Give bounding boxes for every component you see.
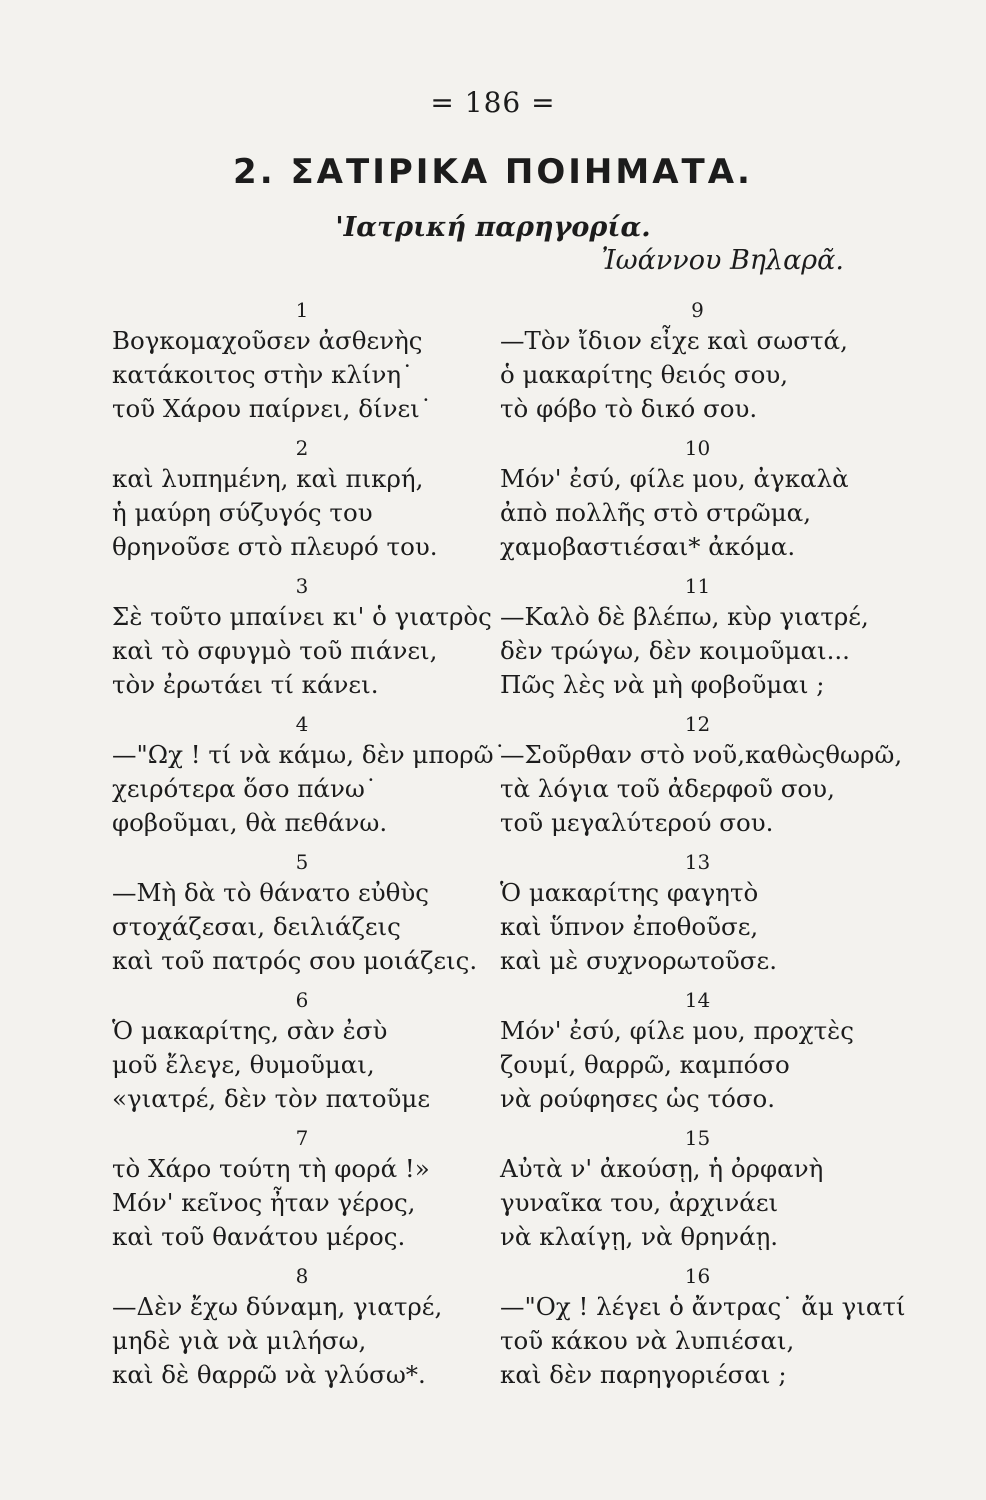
stanza-number: 16: [684, 1264, 711, 1288]
verse-line: «γιατρέ, δὲν τὸν πατοῦμε: [112, 1084, 431, 1113]
verse-line: γυναῖκα του, ἀρχινάει: [500, 1188, 779, 1217]
stanza-number: 5: [295, 850, 309, 874]
stanza-number: 7: [295, 1126, 309, 1150]
verse-line: καὶ λυπημένη, καὶ πικρή,: [112, 464, 424, 493]
verse-line: καὶ μὲ συχνορωτοῦσε.: [500, 946, 778, 975]
stanza: [500, 986, 895, 1116]
verse-line: καὶ ὕπνον ἐποθοῦσε,: [500, 912, 759, 941]
verse-line: Ὁ μακαρίτης, σὰν ἐσὺ: [112, 1016, 388, 1045]
verse-line: τοῦ Χάρου παίρνει, δίνει˙: [112, 394, 433, 423]
verse-line: —Καλὸ δὲ βλέπω, κὺρ γιατρέ,: [500, 602, 869, 631]
verse-line: νὰ ρούφησες ὡς τόσο.: [500, 1084, 776, 1113]
verse-line: ἀπὸ πολλῆς στὸ στρῶμα,: [500, 498, 812, 527]
verse-line: κατάκοιτος στὴν κλίνη˙: [112, 360, 414, 389]
left-column: [112, 296, 506, 1400]
verse-line: τὰ λόγια τοῦ ἀδερφοῦ σου,: [500, 774, 835, 803]
verse-line: φοβοῦμαι, θὰ πεθάνω.: [112, 808, 388, 837]
verse-line: καὶ δὲν παρηγοριέσαι ;: [500, 1360, 787, 1389]
verse-line: καὶ τὸ σφυγμὸ τοῦ πιάνει,: [112, 636, 438, 665]
stanza: [112, 848, 497, 978]
verse-line: Μόν' κεῖνος ἦταν γέρος,: [112, 1188, 416, 1217]
verse-line: νὰ κλαίγῃ, νὰ θρηνάῃ.: [500, 1222, 779, 1251]
stanza: [112, 710, 506, 840]
stanza: [112, 1262, 497, 1392]
verse-line: Βογκομαχοῦσεν ἀσθενὴς: [112, 326, 423, 355]
stanza: [500, 296, 895, 426]
stanza-number: 8: [295, 1264, 309, 1288]
stanza-number: 6: [295, 988, 309, 1012]
verse-line: χειρότερα ὅσο πάνω˙: [112, 774, 378, 803]
verse-line: ζουμί, θαρρῶ, καμπόσο: [500, 1050, 790, 1079]
verse-line: Μόν' ἐσύ, φίλε μου, προχτὲς: [500, 1016, 855, 1045]
verse-line: Σὲ τοῦτο μπαίνει κι' ὁ γιατρὸς: [112, 602, 492, 631]
verse-line: Πῶς λὲς νὰ μὴ φοβοῦμαι ;: [500, 670, 825, 699]
poem-author: Ἰωάννου Βηλαρᾶ.: [601, 245, 844, 276]
stanza-number: 4: [295, 712, 309, 736]
stanza: [500, 1124, 895, 1254]
verse-line: τὸν ἐρωτάει τί κάνει.: [112, 670, 379, 699]
verse-line: ὁ μακαρίτης θειός σου,: [500, 360, 789, 389]
verse-line: μηδὲ γιὰ νὰ μιλήσω,: [112, 1326, 367, 1355]
stanza: [500, 1262, 906, 1392]
stanza: [112, 1124, 497, 1254]
verse-line: τοῦ κάκου νὰ λυπιέσαι,: [500, 1326, 795, 1355]
verse-line: καὶ δὲ θαρρῶ νὰ γλύσω*.: [112, 1360, 426, 1389]
verse-line: καὶ τοῦ θανάτου μέρος.: [112, 1222, 406, 1251]
verse-line: μοῦ ἔλεγε, θυμοῦμαι,: [112, 1050, 375, 1079]
stanza: [112, 296, 497, 426]
stanza: [500, 710, 903, 840]
verse-line: —Μὴ δὰ τὸ θάνατο εὐθὺς: [112, 878, 430, 907]
verse-line: —Τὸν ἴδιον εἶχε καὶ σωστά,: [500, 326, 848, 355]
verse-line: Ὁ μακαρίτης φαγητὸ: [500, 878, 759, 907]
stanza-number: 9: [691, 298, 704, 322]
verse-line: —"Οχ ! λέγει ὁ ἄντρας˙ ἄμ γιατί: [500, 1292, 906, 1321]
poem-title: 'Ιατρική παρηγορία.: [335, 212, 651, 243]
stanza: [500, 572, 895, 702]
stanza-number: 3: [295, 574, 309, 598]
stanza-number: 14: [684, 988, 711, 1012]
stanza-number: 10: [684, 436, 711, 460]
verse-line: τὸ φόβο τὸ δικό σου.: [500, 394, 758, 423]
stanza-number: 13: [684, 850, 711, 874]
right-column: [500, 296, 906, 1400]
verse-line: στοχάζεσαι, δειλιάζεις: [112, 912, 401, 941]
stanza: [112, 434, 497, 564]
verse-line: τὸ Χάρο τούτη τὴ φορά !»: [112, 1154, 430, 1183]
verse-line: —Δὲν ἔχω δύναμη, γιατρέ,: [112, 1292, 443, 1321]
verse-line: θρηνοῦσε στὸ πλευρό του.: [112, 532, 438, 561]
stanza-number: 15: [684, 1126, 711, 1150]
verse-line: χαμοβαστιέσαι* ἀκόμα.: [500, 532, 796, 561]
verse-line: —"Ωχ ! τί νὰ κάμω, δὲν μπορῶ˙: [112, 740, 506, 769]
section-title: 2. ΣΑΤΙΡΙΚΑ ΠΟΙΗΜΑΤΑ.: [233, 152, 753, 192]
stanza: [500, 848, 895, 978]
verse-line: καὶ τοῦ πατρός σου μοιάζεις.: [112, 946, 478, 975]
verse-line: Αὐτὰ ν' ἀκούσῃ, ἡ ὀρφανὴ: [500, 1154, 824, 1183]
stanza: [112, 572, 497, 702]
stanza: [112, 986, 497, 1116]
verse-line: τοῦ μεγαλύτερού σου.: [500, 808, 774, 837]
stanza-number: 2: [295, 436, 309, 460]
stanza-number: 12: [684, 712, 711, 736]
stanza-number: 1: [295, 298, 309, 322]
verse-line: Μόν' ἐσύ, φίλε μου, ἀγκαλὰ: [500, 464, 849, 493]
verse-line: δὲν τρώγω, δὲν κοιμοῦμαι...: [500, 636, 850, 665]
page-number: = 186 =: [430, 86, 556, 119]
stanza-number: 11: [684, 574, 711, 598]
verse-line: ἡ μαύρη σύζυγός του: [112, 498, 373, 527]
verse-line: —Σοῦρθαν στὸ νοῦ,καθὼςθωρῶ,: [500, 740, 903, 769]
stanza: [500, 434, 895, 564]
